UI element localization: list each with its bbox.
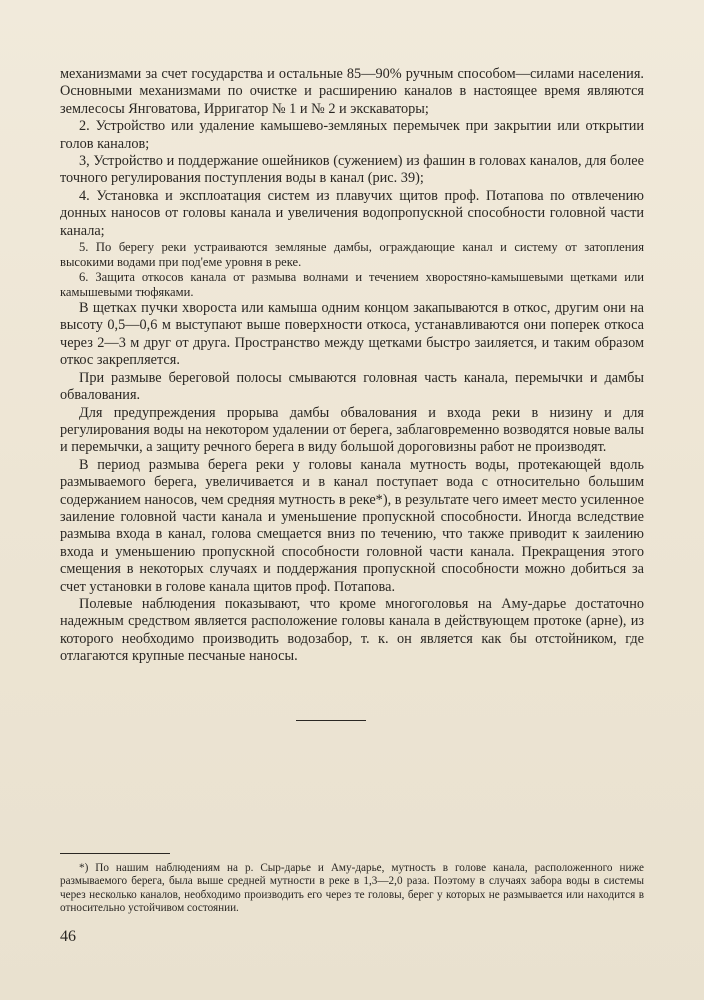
paragraph-item-4: 4. Установка и эксплоатация систем из плавучих щитов проф. Потапова по отвлечению донных наносов от головы канала и увеличения водопропускной способности головной части канала; (60, 187, 644, 239)
main-text (60, 66, 644, 666)
paragraph-item-5: 5. По берегу реки устраиваются земляные дамбы, ограждающие канал и систему от затопления высокими водами при под'еме уровня в реке. (60, 240, 644, 270)
paragraph-dam-prevention: Для предупреждения прорыва дамбы обвалования и входа реки в низину и для регулирования воды на некотором удалении от берега, заблаговременно возводятся новые валы и перемычки, а защиту речного берега в виду большой дороговизны работ не производят. (60, 404, 644, 456)
footnote-divider (60, 853, 170, 854)
paragraph-brush-bundles: В щетках пучки хвороста или камыша одним концом закапываются в откос, другим они на высоту 0,5—0,6 м выступают выше поверхности откоса, устанавливаются они поперек откоса через 2—3 м друг от друга. Пространство между щетками быстро заиляется, и таким образом откос закрепляется. (60, 300, 644, 369)
paragraph-mechanisms: механизмами за счет государства и остальные 85—90% ручным способом—силами населения. Основными механизмами по очистке и расширению каналов в настоящее время являются землесосы Янговатова, Ирригатор № 1 и № 2 и экскаваторы; (60, 66, 644, 117)
paragraph-item-6: 6. Защита откосов канала от размыва волнами и течением хворостяно-камышевыми щетками или камышевыми тюфяками. (60, 270, 644, 300)
footnote: *) По нашим наблюдениям на р. Сыр-дарье и Аму-дарье, мутность в голове канала, расположенного ниже размываемого берега, была выше средней мутности в реке в 1,3—2,0 раза. Поэтому в случаях забора воды в системы через несколько каналов, необходимо производить его через те головы, берег у которых не размывается или находится в относительно устойчивом состоянии. (60, 862, 644, 915)
paragraph-bank-erosion: При размыве береговой полосы смываются головная часть канала, перемычки и дамбы обвалования. (60, 369, 644, 404)
paragraph-item-3: 3, Устройство и поддержание ошейников (сужением) из фашин в головах каналов, для более точного регулирования поступления воды в канал (рис. 39); (60, 153, 644, 187)
paragraph-turbidity: В период размыва берега реки у головы канала мутность воды, протекающей вдоль размываемого берега, увеличивается и в канал поступает вода с относительно большим содержанием наносов, чем средняя мутность в реке*), в результате чего имеет место усиленное заиление головной части канала и уменьшение пропускной способности. Иногда вследствие размыва входа в канал, голова смещается вниз по течению, что также приводит к заилению входа и уменьшению пропускной способности головной части канала. Прекращения этого смещения в некоторых случаях и поддержания пропускной способности можно добиться за счет установки в голове канала щитов проф. Потапова. (60, 456, 644, 595)
page-number: 46 (60, 928, 76, 945)
paragraph-item-2: 2. Устройство или удаление камышево-земляных перемычек при закрытии или открытии голов каналов; (60, 118, 644, 152)
paragraph-field-observations: Полевые наблюдения показывают, что кроме многоголовья на Аму-дарье достаточно надежным средством является расположение головы канала в действующем протоке (арне), из которого необходимо производить водозабор, т. к. он является как бы отстойником, где отлагаются крупные песчаные наносы. (60, 595, 644, 665)
section-separator (296, 720, 366, 721)
